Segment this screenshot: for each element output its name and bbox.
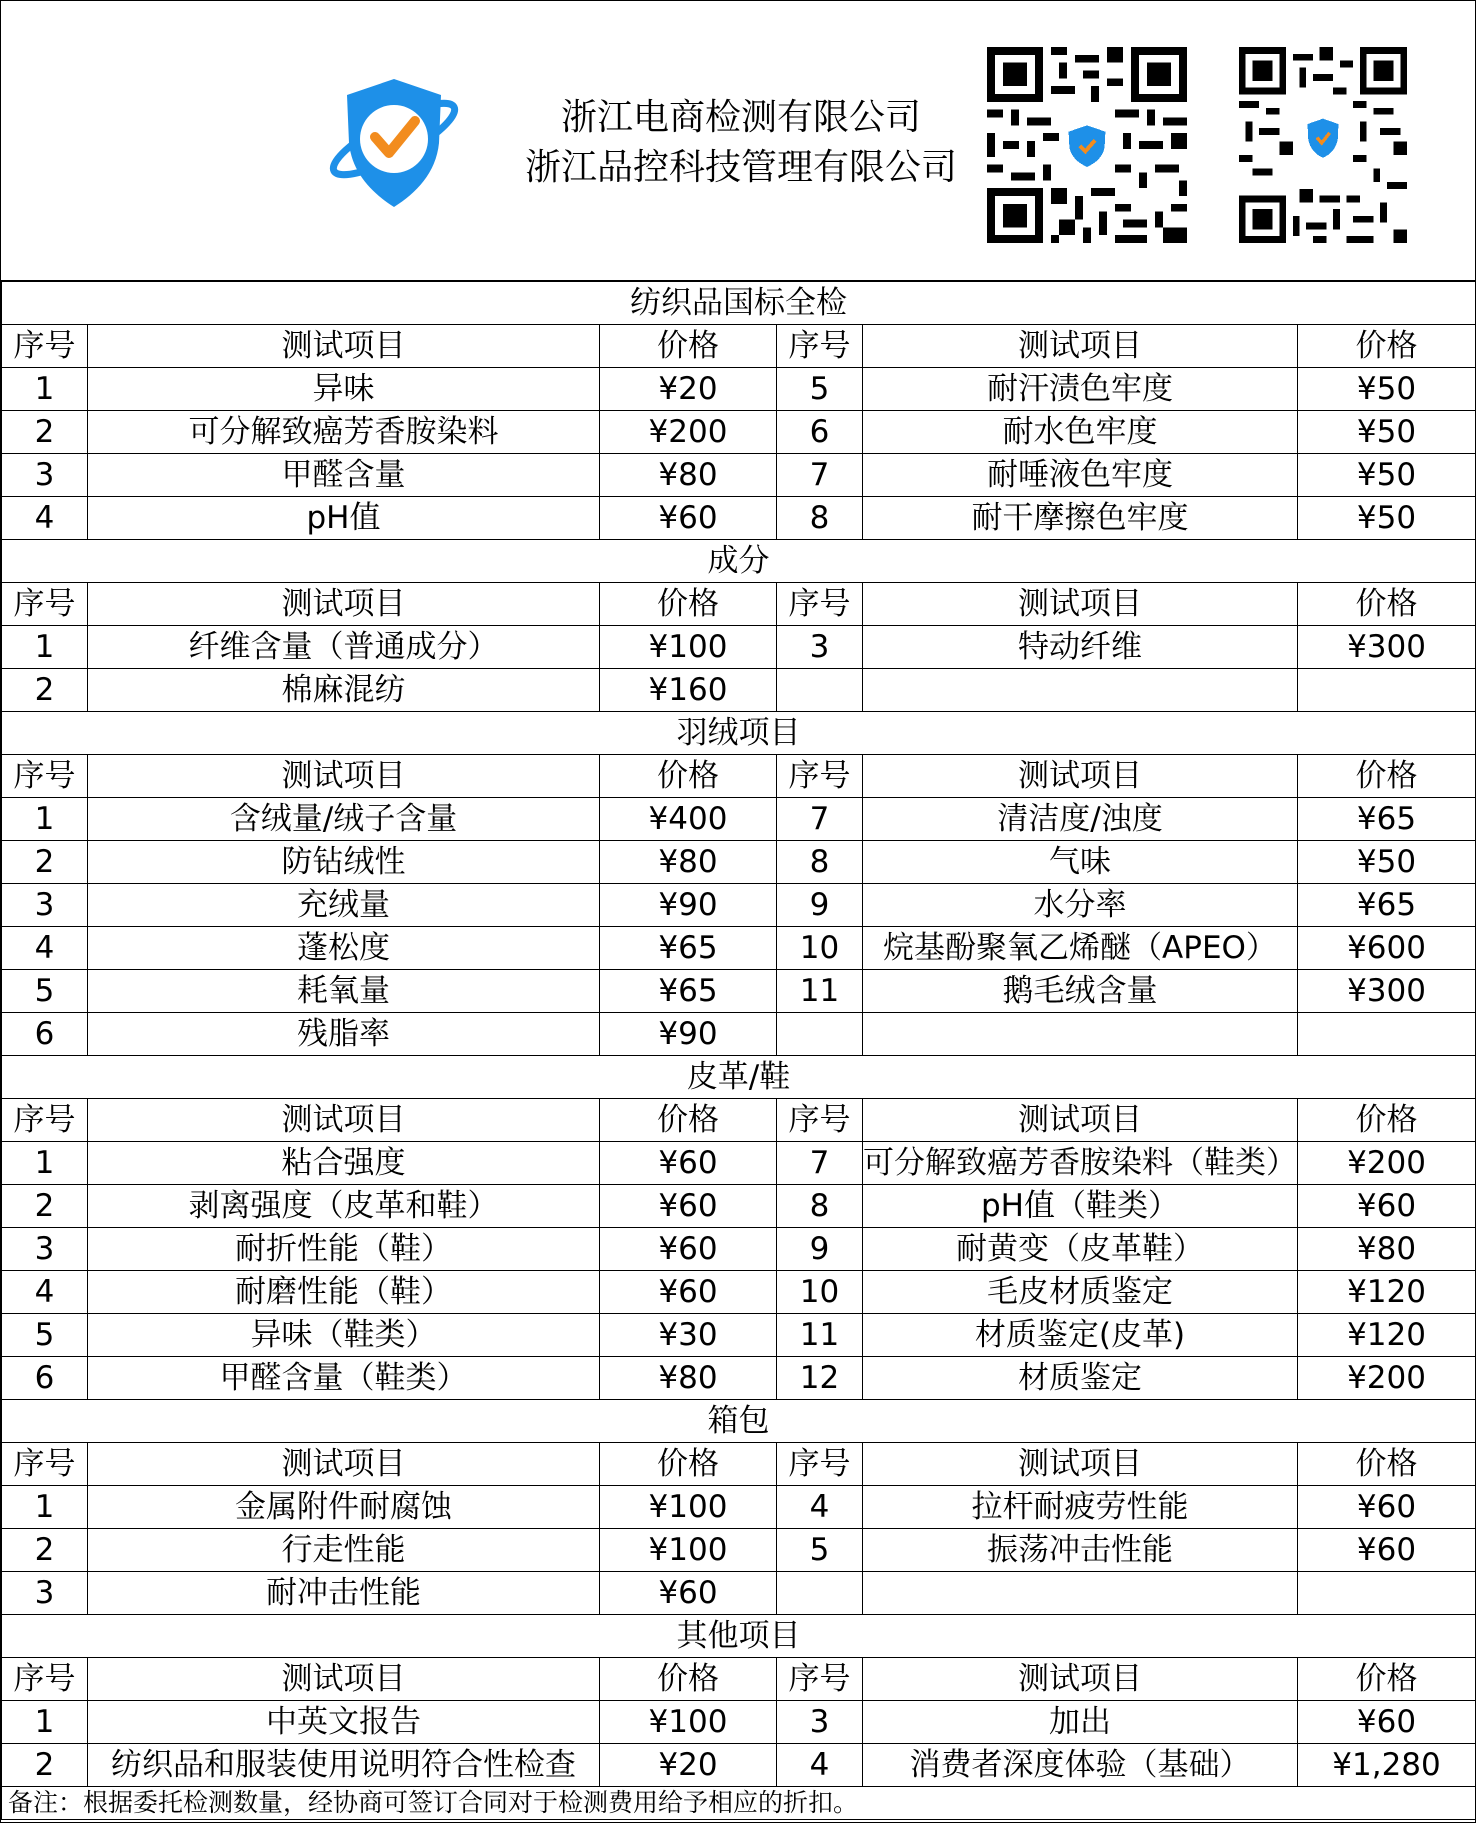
test-item: 材质鉴定: [863, 1357, 1298, 1400]
test-item: 耗氧量: [88, 970, 600, 1013]
column-header-no: 序号: [2, 1099, 88, 1142]
price-value: ¥80: [600, 1357, 777, 1400]
price-value: ¥65: [600, 927, 777, 970]
row-number: 9: [777, 1228, 863, 1271]
section-title: 箱包: [2, 1400, 1476, 1443]
test-item: 毛皮材质鉴定: [863, 1271, 1298, 1314]
shield-check-icon: [323, 73, 465, 213]
section-title-row: [2, 1056, 1476, 1099]
row-number: 2: [2, 841, 88, 884]
price-value: ¥60: [600, 1185, 777, 1228]
row-number: 3: [777, 626, 863, 669]
test-item: 甲醛含量（鞋类）: [88, 1357, 600, 1400]
row-number: 10: [777, 927, 863, 970]
table-row: [2, 970, 1476, 1013]
column-header-item: 测试项目: [88, 1658, 600, 1701]
column-header-item: 测试项目: [88, 1443, 600, 1486]
price-table: [1, 280, 1476, 1820]
test-item: 异味: [88, 368, 600, 411]
price-value: ¥160: [600, 669, 777, 712]
row-number: 11: [777, 970, 863, 1013]
price-value: [1298, 669, 1476, 712]
price-value: ¥200: [1298, 1357, 1476, 1400]
column-header-price: 价格: [600, 755, 777, 798]
table-row: [2, 1271, 1476, 1314]
column-header-price: 价格: [600, 1658, 777, 1701]
column-header-item: 测试项目: [88, 1099, 600, 1142]
section-title-row: [2, 1615, 1476, 1658]
row-number: 11: [777, 1314, 863, 1357]
section-title: 羽绒项目: [2, 712, 1476, 755]
price-value: ¥100: [600, 1486, 777, 1529]
table-row: [2, 1185, 1476, 1228]
section-title-row: [2, 1400, 1476, 1443]
qr-code-icon: [1239, 47, 1407, 243]
row-number: 8: [777, 841, 863, 884]
test-item: 异味（鞋类）: [88, 1314, 600, 1357]
footer-row: [2, 1787, 1476, 1820]
column-header-no: 序号: [2, 1658, 88, 1701]
price-value: ¥60: [1298, 1529, 1476, 1572]
table-row: [2, 841, 1476, 884]
price-value: ¥60: [600, 497, 777, 540]
test-item: 防钻绒性: [88, 841, 600, 884]
price-value: [1298, 1572, 1476, 1615]
section-title: 其他项目: [2, 1615, 1476, 1658]
test-item: 水分率: [863, 884, 1298, 927]
column-header-no: 序号: [777, 1099, 863, 1142]
test-item: 拉杆耐疲劳性能: [863, 1486, 1298, 1529]
price-value: ¥60: [1298, 1701, 1476, 1744]
price-value: ¥120: [1298, 1314, 1476, 1357]
test-item: 烷基酚聚氧乙烯醚（APEO）: [863, 927, 1298, 970]
table-row: [2, 368, 1476, 411]
qr-code-icon: [987, 47, 1187, 243]
column-header-price: 价格: [1298, 325, 1476, 368]
table-row: [2, 1314, 1476, 1357]
test-item: 耐唾液色牢度: [863, 454, 1298, 497]
row-number: 3: [2, 1572, 88, 1615]
row-number: 8: [777, 1185, 863, 1228]
row-number: 5: [777, 1529, 863, 1572]
row-number: 4: [2, 927, 88, 970]
test-item: [863, 669, 1298, 712]
table-row: [2, 798, 1476, 841]
table-row: [2, 1357, 1476, 1400]
price-value: ¥1,280: [1298, 1744, 1476, 1787]
column-header-row: [2, 583, 1476, 626]
test-item: 可分解致癌芳香胺染料（鞋类）: [863, 1142, 1298, 1185]
row-number: 1: [2, 626, 88, 669]
price-value: ¥200: [600, 411, 777, 454]
column-header-price: 价格: [600, 1099, 777, 1142]
test-item: 耐黄变（皮革鞋）: [863, 1228, 1298, 1271]
column-header-item: 测试项目: [88, 583, 600, 626]
price-value: ¥50: [1298, 368, 1476, 411]
row-number: 3: [2, 1228, 88, 1271]
column-header-row: [2, 1443, 1476, 1486]
test-item: 耐冲击性能: [88, 1572, 600, 1615]
column-header-price: 价格: [1298, 755, 1476, 798]
price-value: ¥300: [1298, 626, 1476, 669]
column-header-item: 测试项目: [88, 755, 600, 798]
price-value: ¥60: [600, 1142, 777, 1185]
test-item: 振荡冲击性能: [863, 1529, 1298, 1572]
table-row: [2, 884, 1476, 927]
test-item: 清洁度/浊度: [863, 798, 1298, 841]
price-value: ¥20: [600, 1744, 777, 1787]
test-item: 耐折性能（鞋）: [88, 1228, 600, 1271]
column-header-no: 序号: [777, 325, 863, 368]
row-number: 1: [2, 1486, 88, 1529]
table-row: [2, 411, 1476, 454]
company-line-2: 浙江品控科技管理有限公司: [524, 147, 957, 188]
row-number: 7: [777, 454, 863, 497]
test-item: 特动纤维: [863, 626, 1298, 669]
row-number: 6: [2, 1013, 88, 1056]
price-table-body: [2, 281, 1476, 1820]
test-item: 含绒量/绒子含量: [88, 798, 600, 841]
price-value: ¥50: [1298, 841, 1476, 884]
price-value: ¥60: [600, 1228, 777, 1271]
price-value: ¥60: [600, 1572, 777, 1615]
test-item: 消费者深度体验（基础）: [863, 1744, 1298, 1787]
test-item: 粘合强度: [88, 1142, 600, 1185]
column-header-price: 价格: [1298, 1658, 1476, 1701]
column-header-item: 测试项目: [863, 755, 1298, 798]
price-value: ¥20: [600, 368, 777, 411]
section-title: 成分: [2, 540, 1476, 583]
row-number: 1: [2, 1701, 88, 1744]
table-row: [2, 1228, 1476, 1271]
table-row: [2, 1701, 1476, 1744]
row-number: [777, 669, 863, 712]
price-value: ¥50: [1298, 411, 1476, 454]
column-header-price: 价格: [600, 583, 777, 626]
column-header-item: 测试项目: [863, 325, 1298, 368]
column-header-item: 测试项目: [863, 1658, 1298, 1701]
row-number: 10: [777, 1271, 863, 1314]
price-value: ¥80: [600, 841, 777, 884]
test-item: 蓬松度: [88, 927, 600, 970]
row-number: 2: [2, 1185, 88, 1228]
table-row: [2, 454, 1476, 497]
column-header-no: 序号: [777, 755, 863, 798]
test-item: 耐磨性能（鞋）: [88, 1271, 600, 1314]
column-header-no: 序号: [2, 755, 88, 798]
row-number: 6: [777, 411, 863, 454]
test-item: pH值（鞋类）: [863, 1185, 1298, 1228]
test-item: 耐汗渍色牢度: [863, 368, 1298, 411]
row-number: 5: [777, 368, 863, 411]
test-item: 纺织品和服装使用说明符合性检查: [88, 1744, 600, 1787]
table-row: [2, 1744, 1476, 1787]
header: [1, 1, 1475, 279]
column-header-row: [2, 755, 1476, 798]
company-names: [506, 93, 976, 193]
test-item: 可分解致癌芳香胺染料: [88, 411, 600, 454]
price-value: ¥80: [600, 454, 777, 497]
row-number: 4: [2, 497, 88, 540]
table-row: [2, 1142, 1476, 1185]
table-row: [2, 927, 1476, 970]
row-number: 2: [2, 669, 88, 712]
test-item: 耐水色牢度: [863, 411, 1298, 454]
row-number: 7: [777, 798, 863, 841]
row-number: 2: [2, 1529, 88, 1572]
price-value: ¥65: [1298, 798, 1476, 841]
row-number: 8: [777, 497, 863, 540]
price-value: ¥50: [1298, 497, 1476, 540]
price-value: ¥90: [600, 1013, 777, 1056]
column-header-price: 价格: [1298, 1443, 1476, 1486]
test-item: 棉麻混纺: [88, 669, 600, 712]
section-title-row: [2, 281, 1476, 325]
row-number: 1: [2, 798, 88, 841]
column-header-row: [2, 1099, 1476, 1142]
row-number: 1: [2, 368, 88, 411]
row-number: [777, 1572, 863, 1615]
price-value: ¥90: [600, 884, 777, 927]
row-number: 12: [777, 1357, 863, 1400]
row-number: [777, 1013, 863, 1056]
column-header-item: 测试项目: [863, 1443, 1298, 1486]
row-number: 4: [777, 1744, 863, 1787]
price-value: ¥100: [600, 626, 777, 669]
table-row: [2, 669, 1476, 712]
price-value: ¥60: [600, 1271, 777, 1314]
test-item: 加出: [863, 1701, 1298, 1744]
test-item: 气味: [863, 841, 1298, 884]
test-item: 剥离强度（皮革和鞋）: [88, 1185, 600, 1228]
column-header-item: 测试项目: [88, 325, 600, 368]
column-header-price: 价格: [600, 1443, 777, 1486]
table-row: [2, 1529, 1476, 1572]
price-value: ¥120: [1298, 1271, 1476, 1314]
test-item: 充绒量: [88, 884, 600, 927]
price-value: ¥30: [600, 1314, 777, 1357]
price-value: ¥100: [600, 1701, 777, 1744]
test-item: [863, 1572, 1298, 1615]
column-header-no: 序号: [777, 1443, 863, 1486]
row-number: 3: [2, 884, 88, 927]
footer-note: 备注：根据委托检测数量，经协商可签订合同对于检测费用给予相应的折扣。: [2, 1787, 1476, 1820]
table-row: [2, 1486, 1476, 1529]
section-title-row: [2, 712, 1476, 755]
price-value: ¥80: [1298, 1228, 1476, 1271]
row-number: 2: [2, 1744, 88, 1787]
column-header-no: 序号: [2, 583, 88, 626]
section-title: 纺织品国标全检: [2, 281, 1476, 325]
row-number: 9: [777, 884, 863, 927]
test-item: 鹅毛绒含量: [863, 970, 1298, 1013]
row-number: 6: [2, 1357, 88, 1400]
table-row: [2, 497, 1476, 540]
column-header-no: 序号: [777, 1658, 863, 1701]
column-header-item: 测试项目: [863, 583, 1298, 626]
test-item: 行走性能: [88, 1529, 600, 1572]
row-number: 4: [2, 1271, 88, 1314]
table-row: [2, 1572, 1476, 1615]
column-header-no: 序号: [777, 583, 863, 626]
price-value: ¥600: [1298, 927, 1476, 970]
price-value: ¥65: [600, 970, 777, 1013]
test-item: 金属附件耐腐蚀: [88, 1486, 600, 1529]
table-row: [2, 626, 1476, 669]
column-header-price: 价格: [1298, 1099, 1476, 1142]
column-header-price: 价格: [600, 325, 777, 368]
test-item: 甲醛含量: [88, 454, 600, 497]
row-number: 3: [2, 454, 88, 497]
row-number: 3: [777, 1701, 863, 1744]
row-number: 1: [2, 1142, 88, 1185]
test-item: pH值: [88, 497, 600, 540]
section-title-row: [2, 540, 1476, 583]
column-header-no: 序号: [2, 325, 88, 368]
test-item: 中英文报告: [88, 1701, 600, 1744]
price-value: ¥65: [1298, 884, 1476, 927]
test-item: 耐干摩擦色牢度: [863, 497, 1298, 540]
test-item: 材质鉴定(皮革): [863, 1314, 1298, 1357]
row-number: 5: [2, 1314, 88, 1357]
price-value: ¥400: [600, 798, 777, 841]
section-title: 皮革/鞋: [2, 1056, 1476, 1099]
column-header-row: [2, 325, 1476, 368]
row-number: 5: [2, 970, 88, 1013]
table-row: [2, 1013, 1476, 1056]
price-value: ¥300: [1298, 970, 1476, 1013]
price-value: ¥60: [1298, 1486, 1476, 1529]
row-number: 2: [2, 411, 88, 454]
test-item: [863, 1013, 1298, 1056]
company-line-1: 浙江电商检测有限公司: [560, 97, 921, 138]
price-value: ¥60: [1298, 1185, 1476, 1228]
test-item: 残脂率: [88, 1013, 600, 1056]
row-number: 4: [777, 1486, 863, 1529]
price-value: ¥200: [1298, 1142, 1476, 1185]
price-value: ¥100: [600, 1529, 777, 1572]
column-header-row: [2, 1658, 1476, 1701]
price-value: [1298, 1013, 1476, 1056]
column-header-price: 价格: [1298, 583, 1476, 626]
test-item: 纤维含量（普通成分）: [88, 626, 600, 669]
column-header-item: 测试项目: [863, 1099, 1298, 1142]
price-value: ¥50: [1298, 454, 1476, 497]
row-number: 7: [777, 1142, 863, 1185]
column-header-no: 序号: [2, 1443, 88, 1486]
